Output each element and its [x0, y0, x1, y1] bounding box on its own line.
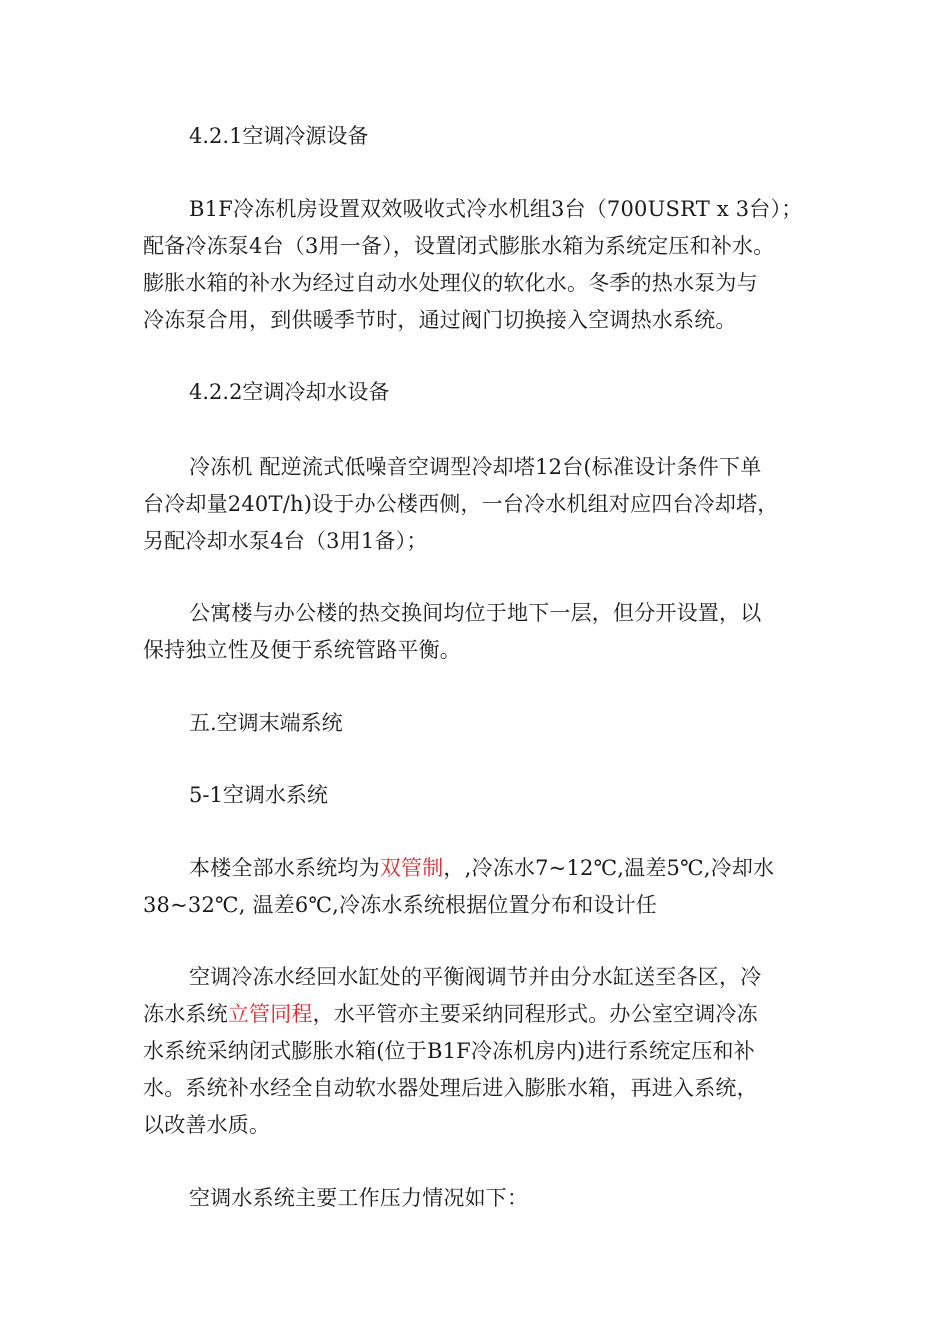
paragraph-line: 以改善水质。 [143, 1113, 271, 1137]
paragraph-chilled-water [143, 959, 833, 1144]
text-segment: 冻水系统 [143, 1002, 228, 1026]
paragraph-cooling-tower [143, 449, 833, 560]
paragraph-line: 水系统采纳闭式膨胀水箱(位于B1F冷冻机房内)进行系统定压和补 [143, 1039, 755, 1063]
paragraph-line [143, 850, 833, 887]
paragraph-line: 冷冻机 配逆流式低噪音空调型冷却塔12台(标准设计条件下单 [189, 455, 762, 479]
paragraph-water-system [143, 850, 833, 924]
heading-section-5: 五.空调末端系统 [189, 711, 343, 735]
paragraph-line: 公寓楼与办公楼的热交换间均位于地下一层，但分开设置，以 [189, 601, 762, 625]
paragraph-pressure-intro [143, 1180, 833, 1217]
highlight-riser-reverse-return: 立管同程 [227, 1002, 313, 1026]
heading-4-2-1: 4.2.1空调冷源设备 [189, 124, 369, 148]
heading-4-2-2: 4.2.2空调冷却水设备 [189, 380, 390, 404]
paragraph-line [143, 996, 833, 1033]
paragraph-line: 空调冷冻水经回水缸处的平衡阀调节并由分水缸送至各区，冷 [189, 965, 762, 989]
paragraph-line: 冷冻泵合用，到供暖季节时，通过阀门切换接入空调热水系统。 [143, 308, 737, 332]
paragraph-line: 38~32℃, 温差6℃,冷冻水系统根据位置分布和设计任 [143, 893, 658, 917]
heading-5-1: 5-1空调水系统 [189, 783, 328, 807]
paragraph-line: 空调水系统主要工作压力情况如下： [189, 1186, 529, 1210]
paragraph-line: 膨胀水箱的补水为经过自动水处理仪的软化水。冬季的热水泵为与 [143, 271, 758, 295]
paragraph-heat-exchange [143, 595, 833, 669]
paragraph-line: 水。系统补水经全自动软水器处理后进入膨胀水箱，再进入系统， [143, 1076, 758, 1100]
paragraph-line: 保持独立性及便于系统管路平衡。 [143, 638, 461, 662]
text-segment: 本楼全部水系统均为 [189, 856, 380, 880]
paragraph-line: B1F冷冻机房设置双效吸收式冷水机组3台（700USRT x 3台）； [189, 197, 803, 221]
highlight-double-pipe: 双管制 [379, 856, 444, 880]
text-segment: ，,冷冻水7~12℃,温差5℃,冷却水 [443, 856, 775, 880]
paragraph-line: 台冷却量240T/h)设于办公楼西侧，一台冷水机组对应四台冷却塔， [143, 492, 779, 516]
paragraph-line: 配备冷冻泵4台（3用一备），设置闭式膨胀水箱为系统定压和补水。 [143, 234, 775, 258]
paragraph-line: 另配冷却水泵4台（3用1备）； [143, 529, 428, 553]
text-segment: ，水平管亦主要采纳同程形式。办公室空调冷冻 [312, 1002, 758, 1026]
paragraph-chiller-room [143, 191, 833, 339]
